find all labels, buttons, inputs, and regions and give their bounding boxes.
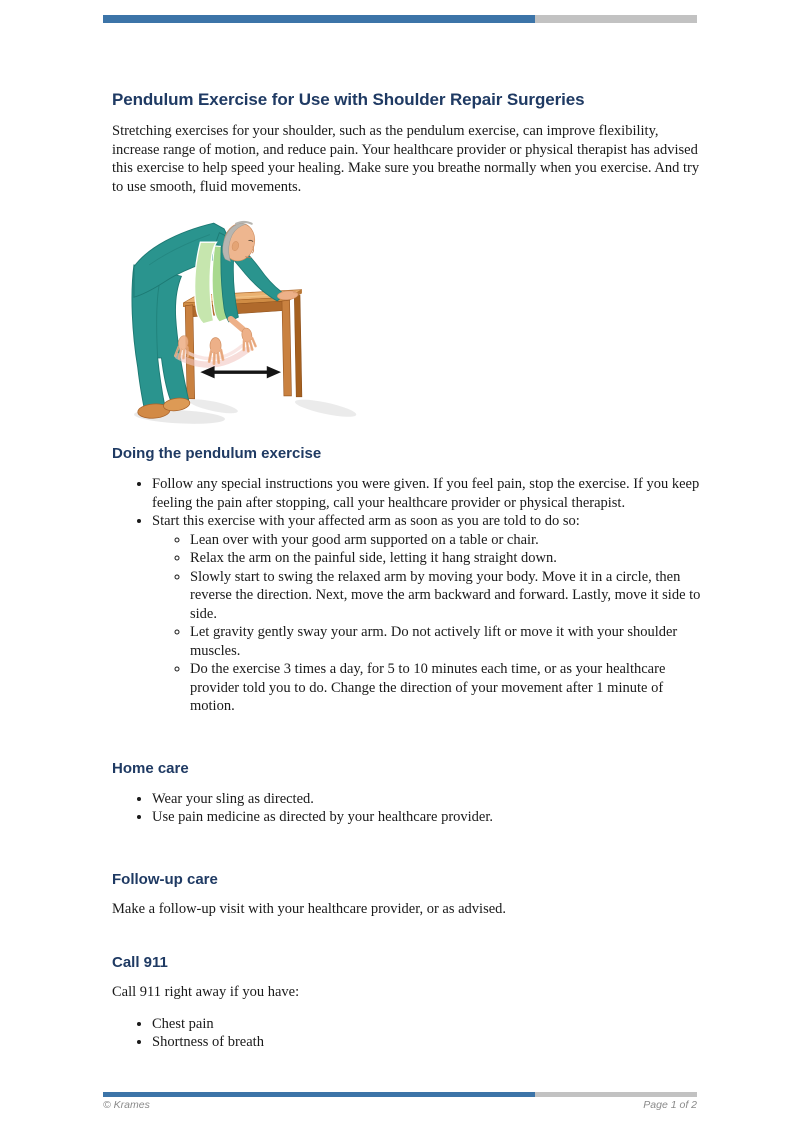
sub-list-item (190, 531, 702, 550)
page-number: Page 1 of 2 (643, 1099, 697, 1111)
intro-paragraph: Stretching exercises for your shoulder, such as the pendulum exercise, can improve flexibility, increase range of motion, and reduce pain. Your healthcare provider or physical therapist has advised this exercise to help speed your healing. Make sure you breathe normally when you exercise. And try to use smooth, fluid movements. (112, 123, 700, 195)
elderly-man-figure (132, 218, 300, 419)
list-item-text: Wear your sling as directed. (152, 790, 314, 807)
list-item (152, 790, 702, 809)
sub-list-item (190, 568, 702, 624)
bullet-list (112, 475, 702, 716)
list-item (152, 1015, 702, 1034)
pendulum-exercise-illustration (130, 208, 396, 431)
list-item-text: Shortness of breath (152, 1034, 264, 1050)
list-item-text: Start this exercise with your affected arm as soon as you are told to do so: (152, 513, 580, 529)
list-item (152, 512, 702, 716)
list-item-text: Follow any special instructions you were given. If you feel pain, stop the exercise. If you keep feeling the pain after stopping, call your healthcare provider or physical therapist. (152, 476, 700, 511)
copyright-text: © Krames (103, 1099, 150, 1111)
header-rule-bar (103, 15, 697, 23)
forearm (231, 319, 243, 329)
page-title: Pendulum Exercise for Use with Shoulder Repair Surgeries (112, 90, 585, 109)
sub-list-item (190, 549, 702, 568)
list-item-text: Do the exercise 3 times a day, for 5 to 10 minutes each time, or as your healthcare provider told you to do. Change the direction of your movement after 1 minute of motion. (190, 661, 666, 714)
swinging-hand (240, 327, 256, 352)
section-heading: Follow-up care (112, 870, 218, 888)
footer-rule-bar (103, 1092, 697, 1097)
section-home-care (112, 760, 702, 827)
list-item-text: Lean over with your good arm supported on a table or chair. (190, 531, 539, 548)
head (219, 218, 259, 266)
page-footer (103, 1099, 697, 1111)
list-item (152, 1033, 702, 1052)
list-item-text: Slowly start to swing the relaxed arm by moving your body. Move it in a circle, then reverse the direction. Next, move the arm backward and forward. Lastly, move it side to side. (190, 568, 701, 622)
exercise-figure (130, 208, 702, 431)
sub-bullet-list (152, 531, 702, 716)
footer-rule-blue-segment (103, 1092, 535, 1097)
section-paragraph: Make a follow-up visit with your healthcare provider, or as advised. (112, 900, 507, 917)
header-rule-gray-segment (535, 15, 697, 23)
section-paragraph: Call 911 right away if you have: (112, 984, 300, 1000)
sub-list-item (190, 660, 702, 716)
slipper (163, 396, 191, 412)
list-item-text: Use pain medicine as directed by your healthcare provider. (152, 809, 494, 825)
section-follow-up-care (112, 871, 702, 919)
header-rule-blue-segment (103, 15, 535, 23)
list-item-text: Chest pain (152, 1015, 214, 1032)
list-item-text: Relax the arm on the painful side, letting it hang straight down. (190, 550, 557, 566)
footer-rule-gray-segment (535, 1092, 697, 1097)
document-body (112, 90, 702, 1052)
list-item-text: Let gravity gently sway your arm. Do not actively lift or move it with your shoulder muscles. (190, 624, 678, 659)
list-item (152, 808, 702, 827)
section-heading: Home care (112, 759, 189, 777)
motion-arrow-icon (200, 366, 281, 378)
bullet-list (112, 1015, 702, 1052)
section-heading: Call 911 (112, 954, 168, 971)
section-doing-pendulum-exercise (112, 445, 702, 716)
section-call-911 (112, 954, 702, 1052)
sub-list-item (190, 623, 702, 660)
section-heading: Doing the pendulum exercise (112, 445, 322, 462)
list-item (152, 475, 702, 512)
bullet-list (112, 790, 702, 827)
